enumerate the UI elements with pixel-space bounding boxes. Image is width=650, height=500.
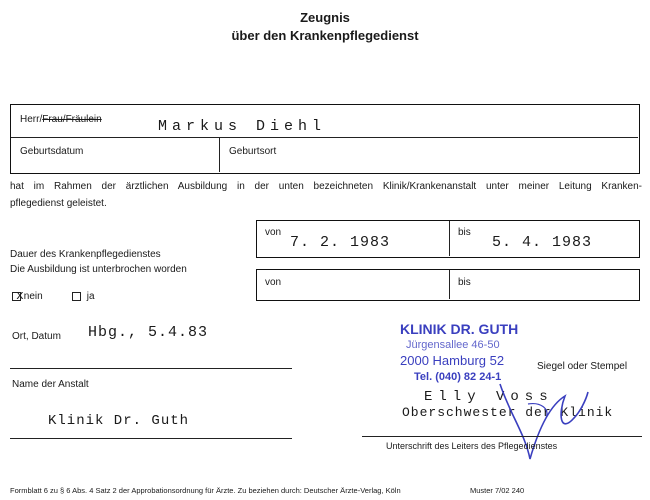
- divider: [219, 137, 220, 172]
- nein-mark: x: [16, 288, 25, 303]
- stamp-label: Siegel oder Stempel: [537, 361, 628, 372]
- signer-role: Oberschwester der Klinik: [402, 405, 614, 420]
- place-date-value: Hbg., 5.4.83: [88, 324, 209, 341]
- ja-label: ja: [86, 291, 95, 302]
- person-name: Markus Diehl: [158, 118, 327, 135]
- institution-line: [10, 438, 292, 439]
- stamp-line1: KLINIK DR. GUTH: [400, 321, 519, 337]
- signature-caption: Unterschrift des Leiters des Pflegedienstes: [386, 441, 558, 451]
- bis-label: bis: [458, 227, 471, 238]
- stamp-line3: 2000 Hamburg 52: [400, 353, 505, 368]
- stamp-line4: Tel. (040) 82 24-1: [414, 371, 502, 383]
- institution-value: Klinik Dr. Guth: [48, 413, 190, 429]
- von2-label: von: [265, 277, 282, 288]
- nein-label: nein: [23, 291, 43, 302]
- salutation-fraulein: Fräulein: [65, 114, 102, 125]
- bis-value: 5. 4. 1983: [492, 234, 593, 251]
- interrupted-label: Die Ausbildung ist unterbrochen worden: [10, 264, 187, 275]
- option-ja: [72, 291, 95, 302]
- document-subtitle: über den Krankenpflegedienst: [231, 28, 419, 43]
- statement-line2: pflegedienst geleistet.: [10, 198, 107, 209]
- statement-line1: hat im Rahmen der ärztlichen Ausbildung in der unten bezeichneten Klinik/Krankenanstalt unter meiner Leitung Kranken-: [10, 181, 642, 192]
- von-value: 7. 2. 1983: [290, 234, 391, 251]
- ja-checkbox[interactable]: [72, 292, 81, 301]
- divider: [11, 137, 638, 138]
- divider: [449, 221, 450, 256]
- salutation-field-label: [20, 114, 102, 125]
- institution-label: Name der Anstalt: [12, 379, 89, 390]
- bis2-label: bis: [458, 277, 471, 288]
- footer-text: Formblatt 6 zu § 6 Abs. 4 Satz 2 der Approbationsordnung für Ärzte. Zu beziehen durch: Deutscher Ärzte-Verlag, Köln: [10, 486, 401, 495]
- place-date-line: [10, 368, 292, 369]
- birthdate-label: Geburtsdatum: [20, 146, 84, 157]
- signer-name: Elly Voss: [424, 389, 554, 405]
- stamp-line2: Jürgensallee 46-50: [406, 339, 500, 351]
- birthplace-label: Geburtsort: [229, 146, 277, 157]
- salutation-frau: Frau/: [42, 114, 66, 125]
- document-title: Zeugnis: [300, 10, 350, 25]
- place-date-label: Ort, Datum: [12, 331, 61, 342]
- duration-label: Dauer des Krankenpflegedienstes: [10, 249, 161, 260]
- signature-line: [362, 436, 642, 437]
- von-label: von: [265, 227, 282, 238]
- divider: [449, 270, 450, 299]
- interruption-box: [256, 269, 640, 301]
- person-box: [10, 104, 640, 174]
- salutation-herr: Herr/: [20, 114, 43, 125]
- form-number: Muster 7/02 240: [470, 486, 525, 495]
